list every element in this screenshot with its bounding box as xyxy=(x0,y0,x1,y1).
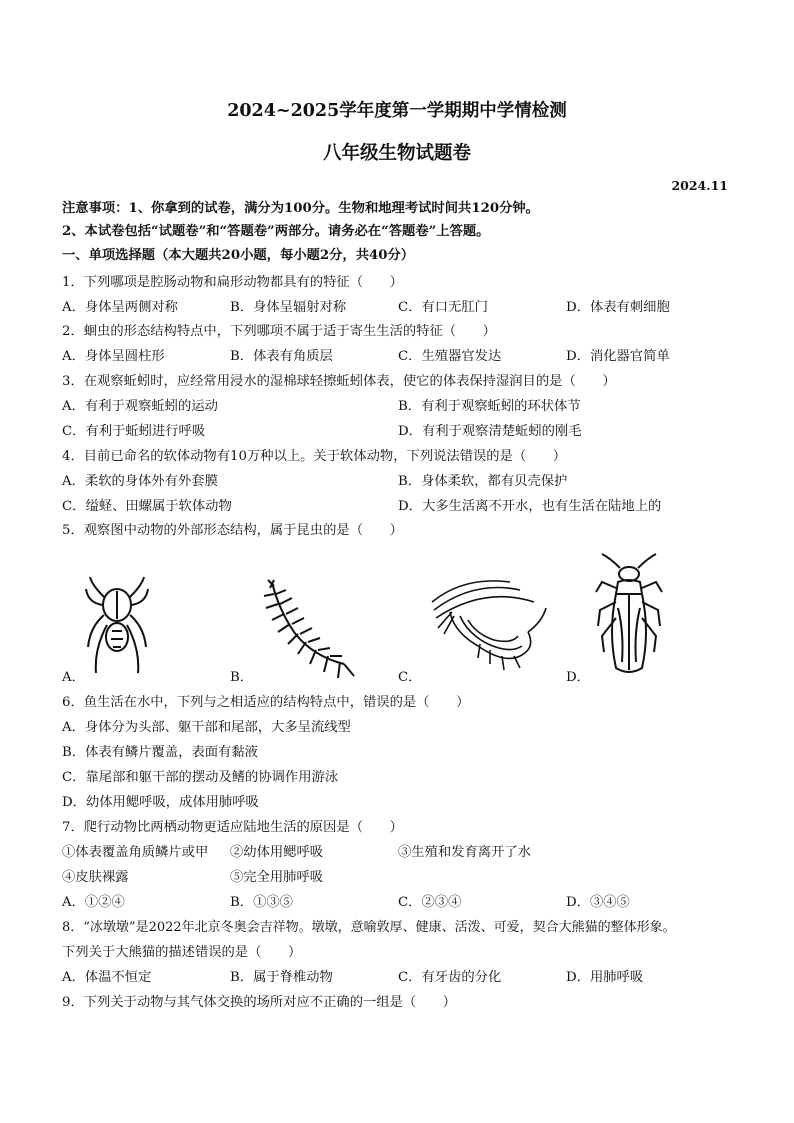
question-9-stem: 9．下列关于动物与其气体交换的场所对应不正确的一组是（ ） xyxy=(62,995,457,1010)
question-2-stem: 2．蛔虫的形态结构特点中，下列哪项不属于适于寄生生活的特征（ ） xyxy=(62,324,496,339)
question-7-statement-3: ③生殖和发育离开了水 xyxy=(398,845,531,860)
question-8-option-a: A．体温不恒定 xyxy=(62,970,152,985)
question-1-option-a: A．身体呈两侧对称 xyxy=(62,300,178,315)
question-5-option-c: C． xyxy=(398,670,422,685)
question-1-option-d: D．体表有刺细胞 xyxy=(566,300,670,315)
question-7-stem: 7．爬行动物比两栖动物更适应陆地生活的原因是（ ） xyxy=(62,820,403,835)
question-5-option-a: A． xyxy=(62,670,85,685)
question-1-stem: 1．下列哪项是腔肠动物和扁形动物都具有的特征（ ） xyxy=(62,275,403,290)
question-4-stem: 4．目前已命名的软体动物有10万种以上。关于软体动物，下列说法错误的是（ ） xyxy=(62,449,567,464)
question-2-option-c: C．生殖器官发达 xyxy=(398,349,502,364)
exam-date: 2024.11 xyxy=(671,178,728,193)
question-2-option-b: B．体表有角质层 xyxy=(230,349,333,364)
question-8-option-c: C．有牙齿的分化 xyxy=(398,970,502,985)
section-heading: 一、单项选择题（本大题共20小题，每小题2分，共40分） xyxy=(62,248,415,263)
question-7-option-d: D．③④⑤ xyxy=(566,895,630,910)
question-6-option-b: B．体表有鳞片覆盖，表面有黏液 xyxy=(62,745,258,760)
question-7-option-c: C．②③④ xyxy=(398,895,462,910)
question-5-option-d: D． xyxy=(566,670,590,685)
question-5-stem: 5．观察图中动物的外部形态结构，属于昆虫的是（ ） xyxy=(62,523,403,538)
question-8-stem-cont: 下列关于大熊猫的描述错误的是（ ） xyxy=(62,945,302,960)
question-7-statement-1: ①体表覆盖角质鳞片或甲 xyxy=(62,845,209,860)
insect-icon xyxy=(594,552,664,680)
question-8-stem: 8．“冰墩墩”是2022年北京冬奥会吉祥物。墩墩，意喻敦厚、健康、活泼、可爱，契合大熊猫的整体形象。 xyxy=(62,920,676,935)
question-3-stem: 3．在观察蚯蚓时，应经常用浸水的湿棉球轻擦蚯蚓体表，使它的体表保持湿润目的是（ ） xyxy=(62,374,616,389)
question-7-statement-4: ④皮肤裸露 xyxy=(62,870,129,885)
question-7-statement-2: ②幼体用鳃呼吸 xyxy=(230,845,324,860)
exam-title: 2024~2025学年度第一学期期中学情检测 xyxy=(227,101,567,121)
notice-line-1: 注意事项：1、你拿到的试卷，满分为100分。生物和地理考试时间共120分钟。 xyxy=(62,201,539,216)
question-3-option-a: A．有利于观察蚯蚓的运动 xyxy=(62,399,218,414)
question-8-option-d: D．用肺呼吸 xyxy=(566,970,644,985)
shrimp-icon xyxy=(424,572,550,676)
question-1-option-b: B．身体呈辐射对称 xyxy=(230,300,347,315)
question-3-option-c: C．有利于蚯蚓进行呼吸 xyxy=(62,424,206,439)
spider-icon xyxy=(84,575,150,679)
question-2-option-d: D．消化器官简单 xyxy=(566,349,670,364)
question-1-option-c: C．有口无肛门 xyxy=(398,300,488,315)
question-6-option-c: C．靠尾部和躯干部的摆动及鳍的协调作用游泳 xyxy=(62,770,339,785)
question-4-option-d: D．大多生活离不开水，也有生活在陆地上的 xyxy=(398,499,662,514)
centipede-icon xyxy=(258,578,358,682)
question-3-option-d: D．有利于观察清楚蚯蚓的刚毛 xyxy=(398,424,582,439)
notice-line-2: 2、本试卷包括“试题卷”和“答题卷”两部分。请务必在“答题卷”上答题。 xyxy=(62,224,490,239)
question-7-statement-5: ⑤完全用肺呼吸 xyxy=(230,870,324,885)
question-6-stem: 6．鱼生活在水中，下列与之相适应的结构特点中，错误的是（ ） xyxy=(62,695,470,710)
question-4-option-c: C．缢蛏、田螺属于软体动物 xyxy=(62,499,232,514)
exam-subtitle: 八年级生物试题卷 xyxy=(322,143,471,164)
question-6-option-d: D．幼体用鳃呼吸，成体用肺呼吸 xyxy=(62,795,259,810)
question-7-option-a: A．①②④ xyxy=(62,895,125,910)
question-2-option-a: A．身体呈圆柱形 xyxy=(62,349,165,364)
question-4-option-a: A．柔软的身体外有外套膜 xyxy=(62,474,218,489)
question-4-option-b: B．身体柔软，都有贝壳保护 xyxy=(398,474,568,489)
question-3-option-b: B．有利于观察蚯蚓的环状体节 xyxy=(398,399,581,414)
question-6-option-a: A．身体分为头部、躯干部和尾部，大多呈流线型 xyxy=(62,720,351,735)
question-5-option-b: B． xyxy=(230,670,254,685)
question-8-option-b: B．属于脊椎动物 xyxy=(230,970,333,985)
question-7-option-b: B．①③⑤ xyxy=(230,895,293,910)
